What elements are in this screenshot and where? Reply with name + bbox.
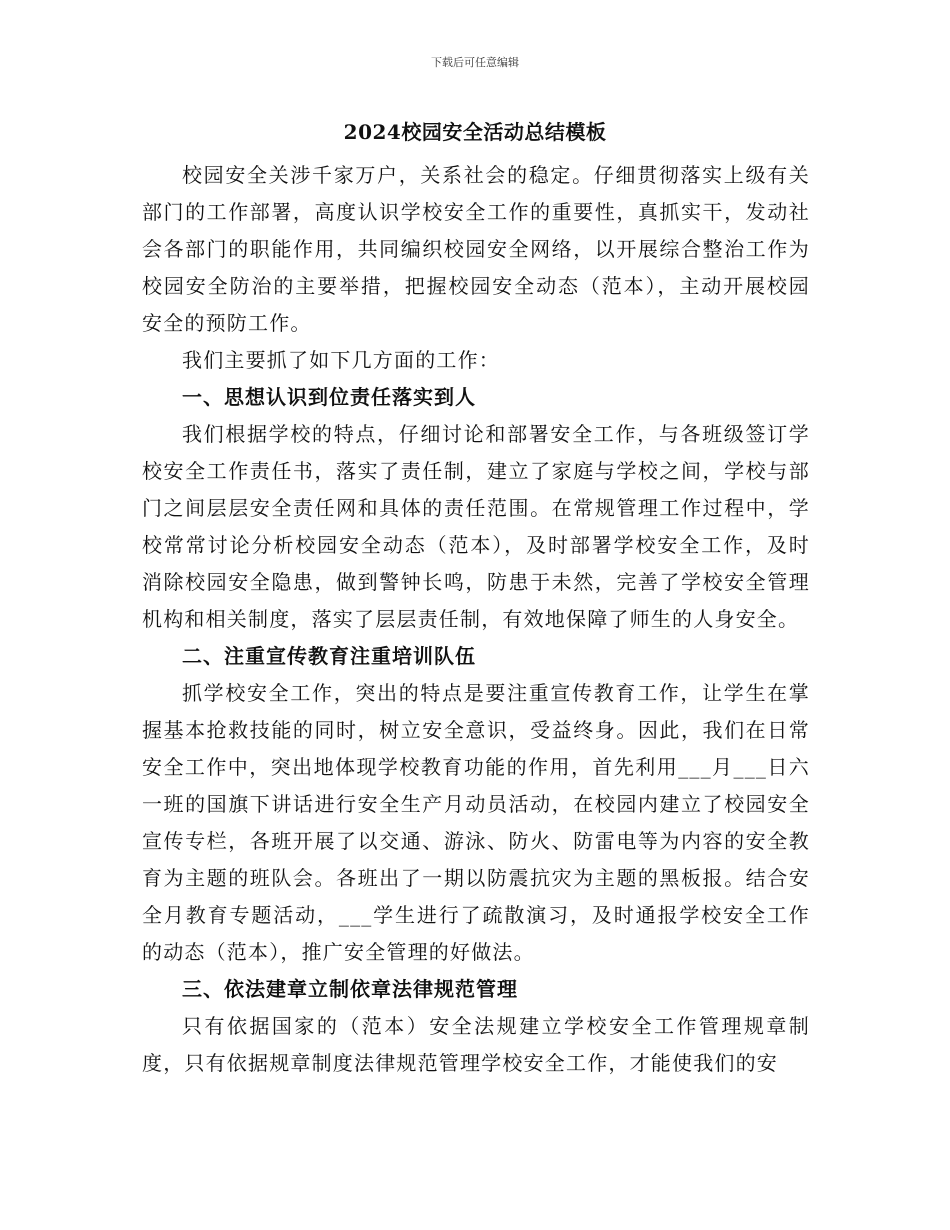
- document-body: [142, 157, 810, 1082]
- header-note: 下载后可任意编辑: [431, 56, 519, 69]
- paragraph-lead: 我们主要抓了如下几方面的工作：: [182, 348, 500, 372]
- paragraph-intro: 校园安全关涉千家万户，关系社会的稳定。仔细贯彻落实上级有关部门的工作部署，高度认识学校安全工作的重要性，真抓实干，发动社会各部门的职能作用，共同编织校园安全网络，以开展综合整治工作为校园安全防治的主要举措，把握校园安全动态（范本），主动开展校园安全的预防工作。: [142, 163, 810, 335]
- section-heading-1: 一、思想认识到位责任落实到人: [182, 385, 476, 409]
- section-heading-3: 三、依法建章立制依章法律规范管理: [182, 977, 518, 1001]
- document-title: 2024校园安全活动总结模板: [343, 120, 607, 144]
- section-heading-2: 二、注重宣传教育注重培训队伍: [182, 644, 476, 668]
- paragraph-section-1: 我们根据学校的特点，仔细讨论和部署安全工作，与各班级签订学校安全工作责任书，落实了责任制，建立了家庭与学校之间，学校与部门之间层层安全责任网和具体的责任范围。在常规管理工作过程中，学校常常讨论分析校园安全动态（范本），及时部署学校安全工作，及时消除校园安全隐患，做到警钟长鸣，防患于未然，完善了学校安全管理机构和相关制度，落实了层层责任制，有效地保障了师生的人身安全。: [142, 422, 810, 631]
- paragraph-section-3: 只有依据国家的（范本）安全法规建立学校安全工作管理规章制度，只有依据规章制度法律规范管理学校安全工作，才能使我们的安: [142, 1014, 810, 1075]
- paragraph-section-2: 抓学校安全工作，突出的特点是要注重宣传教育工作，让学生在掌握基本抢救技能的同时，树立安全意识，受益终身。因此，我们在日常安全工作中，突出地体现学校教育功能的作用，首先利用___月___日六一班的国旗下讲话进行安全生产月动员活动，在校园内建立了校园安全宣传专栏，各班开展了以交通、游泳、防火、防雷电等为内容的安全教育为主题的班队会。各班出了一期以防震抗灾为主题的黑板报。结合安全月教育专题活动，___学生进行了疏散演习，及时通报学校安全工作的动态（范本），推广安全管理的好做法。: [142, 681, 810, 964]
